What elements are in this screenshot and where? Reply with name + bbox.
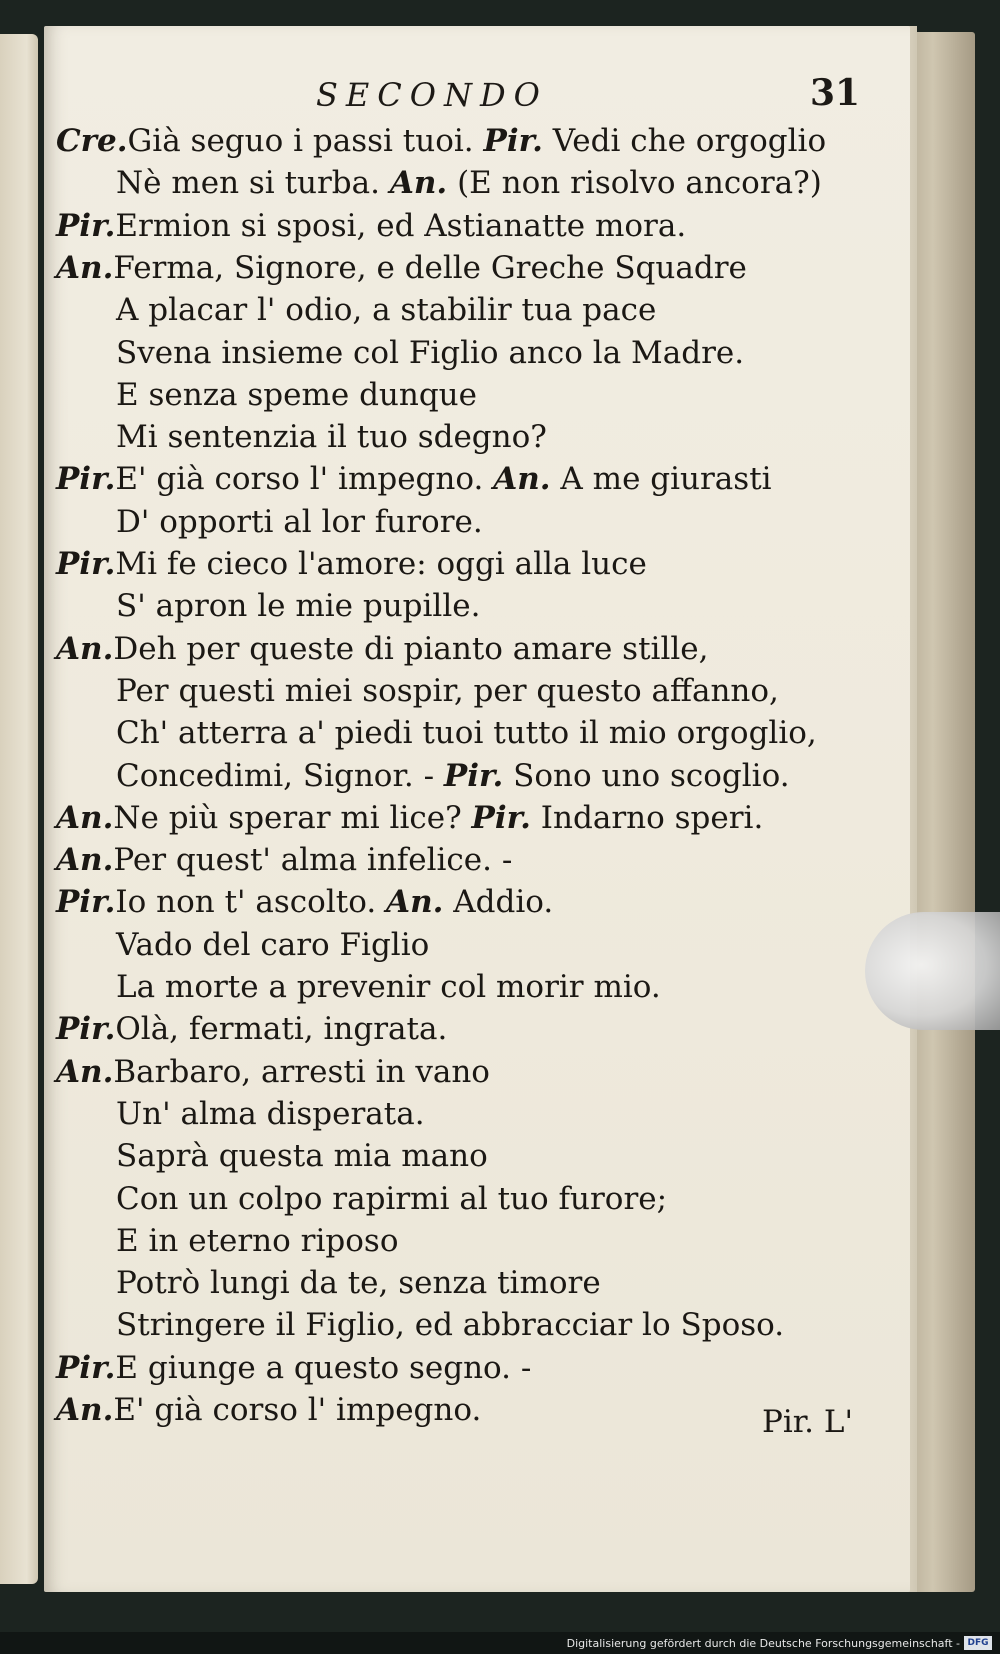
verse-text: Ch' atterra a' piedi tuoi tutto il mio orgoglio, (116, 715, 817, 752)
verse-text: E giunge a questo segno. - (115, 1349, 532, 1386)
verse-text: Addio. (443, 884, 554, 921)
verse-line (116, 503, 483, 540)
verse-text: E in eterno riposo (116, 1222, 399, 1259)
speaker-label: An. (56, 1392, 114, 1428)
verse-text: Un' alma disperata. (116, 1095, 425, 1132)
verse-line (116, 1095, 425, 1132)
speaker-label: Pir. (56, 1011, 116, 1048)
speaker-label: Pir. (56, 1349, 116, 1386)
verse-line (116, 926, 430, 963)
speaker-label: An. (56, 799, 114, 836)
verse-line (56, 1011, 448, 1048)
verse-text: Per quest' alma infelice. - (113, 842, 513, 879)
speaker-label: An. (386, 884, 444, 921)
verse-text: Barbaro, arresti in vano (113, 1053, 490, 1090)
facing-page-edge (0, 34, 38, 1584)
verse-line (56, 884, 554, 921)
verse-text: Svena insieme col Figlio anco la Madre. (116, 334, 745, 371)
verse-line (116, 672, 779, 709)
verse-text: Stringere il Figlio, ed abbracciar lo Sposo. (116, 1307, 785, 1344)
speaker-label: An. (56, 1053, 114, 1090)
speaker-label: Pir. (56, 546, 116, 582)
funding-notice: Digitalisierung gefördert durch die Deutsche Forschungsgemeinschaft - (566, 1637, 960, 1650)
verse-text: S' apron le mie pupille. (116, 588, 481, 625)
verse-text: A me giurasti (550, 461, 772, 498)
verse-line (116, 1180, 668, 1217)
verse-line (56, 1053, 490, 1090)
verse-text: Vado del caro Figlio (116, 926, 430, 963)
verse-text: E senza speme dunque (116, 376, 477, 413)
verse-text: Mi fe cieco l'amore: oggi alla luce (115, 546, 647, 582)
verse-text: Olà, fermati, ingrata. (115, 1011, 448, 1048)
speaker-label: Cre. (56, 123, 128, 159)
running-head: SECONDO (316, 76, 548, 114)
verse-text: E' già corso l' impegno. (113, 1392, 482, 1428)
verse-line (116, 334, 745, 371)
verse-text: E' già corso l' impegno. (115, 461, 494, 498)
verse-line (56, 799, 764, 836)
verse-text: Con un colpo rapirmi al tuo furore; (116, 1180, 668, 1217)
page-clip (865, 912, 1000, 1030)
verse-line (56, 630, 709, 667)
verse-line (116, 588, 481, 625)
verse-line (56, 461, 772, 498)
verse-text: Ferma, Signore, e delle Greche Squadre (113, 249, 747, 286)
dfg-logo: DFG (964, 1636, 992, 1650)
verse-line (116, 165, 822, 202)
verse-text: (E non risolvo ancora?) (447, 165, 822, 202)
verse-text: Ermion si sposi, ed Astianatte mora. (115, 207, 687, 244)
verse-text: Per questi miei sospir, per questo affanno, (116, 672, 779, 709)
verse-text: Già seguo i passi tuoi. (127, 123, 484, 159)
verse-line (56, 207, 687, 244)
verse-line (56, 1349, 532, 1386)
verse-line (56, 249, 747, 286)
verse-text: Deh per queste di pianto amare stille, (113, 630, 709, 667)
verse-line (56, 842, 513, 879)
speaker-label: Pir. (56, 207, 116, 244)
speaker-label: An. (56, 842, 114, 879)
verse-text: Ne più sperar mi lice? (113, 799, 472, 836)
verse-text: D' opporti al lor furore. (116, 503, 483, 540)
verse-line (116, 292, 657, 329)
verse-text: A placar l' odio, a stabilir tua pace (116, 292, 657, 329)
verse-line (56, 546, 647, 582)
verse-line (116, 1138, 488, 1175)
verse-text: La morte a prevenir col morir mio. (116, 969, 661, 1005)
speaker-label: Pir. (56, 884, 116, 921)
verse-text: Potrò lungi da te, senza timore (116, 1265, 601, 1302)
verse-line (116, 757, 790, 794)
verse-line (116, 1265, 601, 1302)
speaker-label: An. (493, 461, 551, 498)
verse-line (116, 376, 477, 413)
catchword: Pir. L' (762, 1404, 854, 1440)
verse-text: Mi sentenzia il tuo sdegno? (116, 419, 547, 456)
verse-text: Indarno speri. (530, 799, 764, 836)
speaker-label: An. (389, 165, 448, 202)
verse-text: Sono uno scoglio. (503, 757, 790, 794)
speaker-label: Pir. (471, 799, 531, 836)
verse-line (56, 123, 827, 159)
verse-line (56, 1392, 482, 1428)
page-number: 31 (810, 72, 861, 114)
verse-text: Saprà questa mia mano (116, 1138, 488, 1175)
verse-text: Nè men si turba. (116, 165, 390, 202)
speaker-label: Pir. (483, 123, 543, 159)
speaker-label: An. (56, 630, 114, 667)
verse-line (116, 419, 547, 456)
verse-text: Vedi che orgoglio (542, 123, 827, 159)
verse-line (116, 1307, 785, 1344)
verse-line (116, 969, 661, 1005)
verse-line (116, 715, 817, 752)
verse-text: Io non t' ascolto. (115, 884, 387, 921)
verse-line (116, 1222, 399, 1259)
speaker-label: An. (56, 249, 114, 286)
verse-text: Concedimi, Signor. - (116, 757, 444, 794)
speaker-label: Pir. (56, 461, 116, 498)
speaker-label: Pir. (443, 757, 504, 794)
